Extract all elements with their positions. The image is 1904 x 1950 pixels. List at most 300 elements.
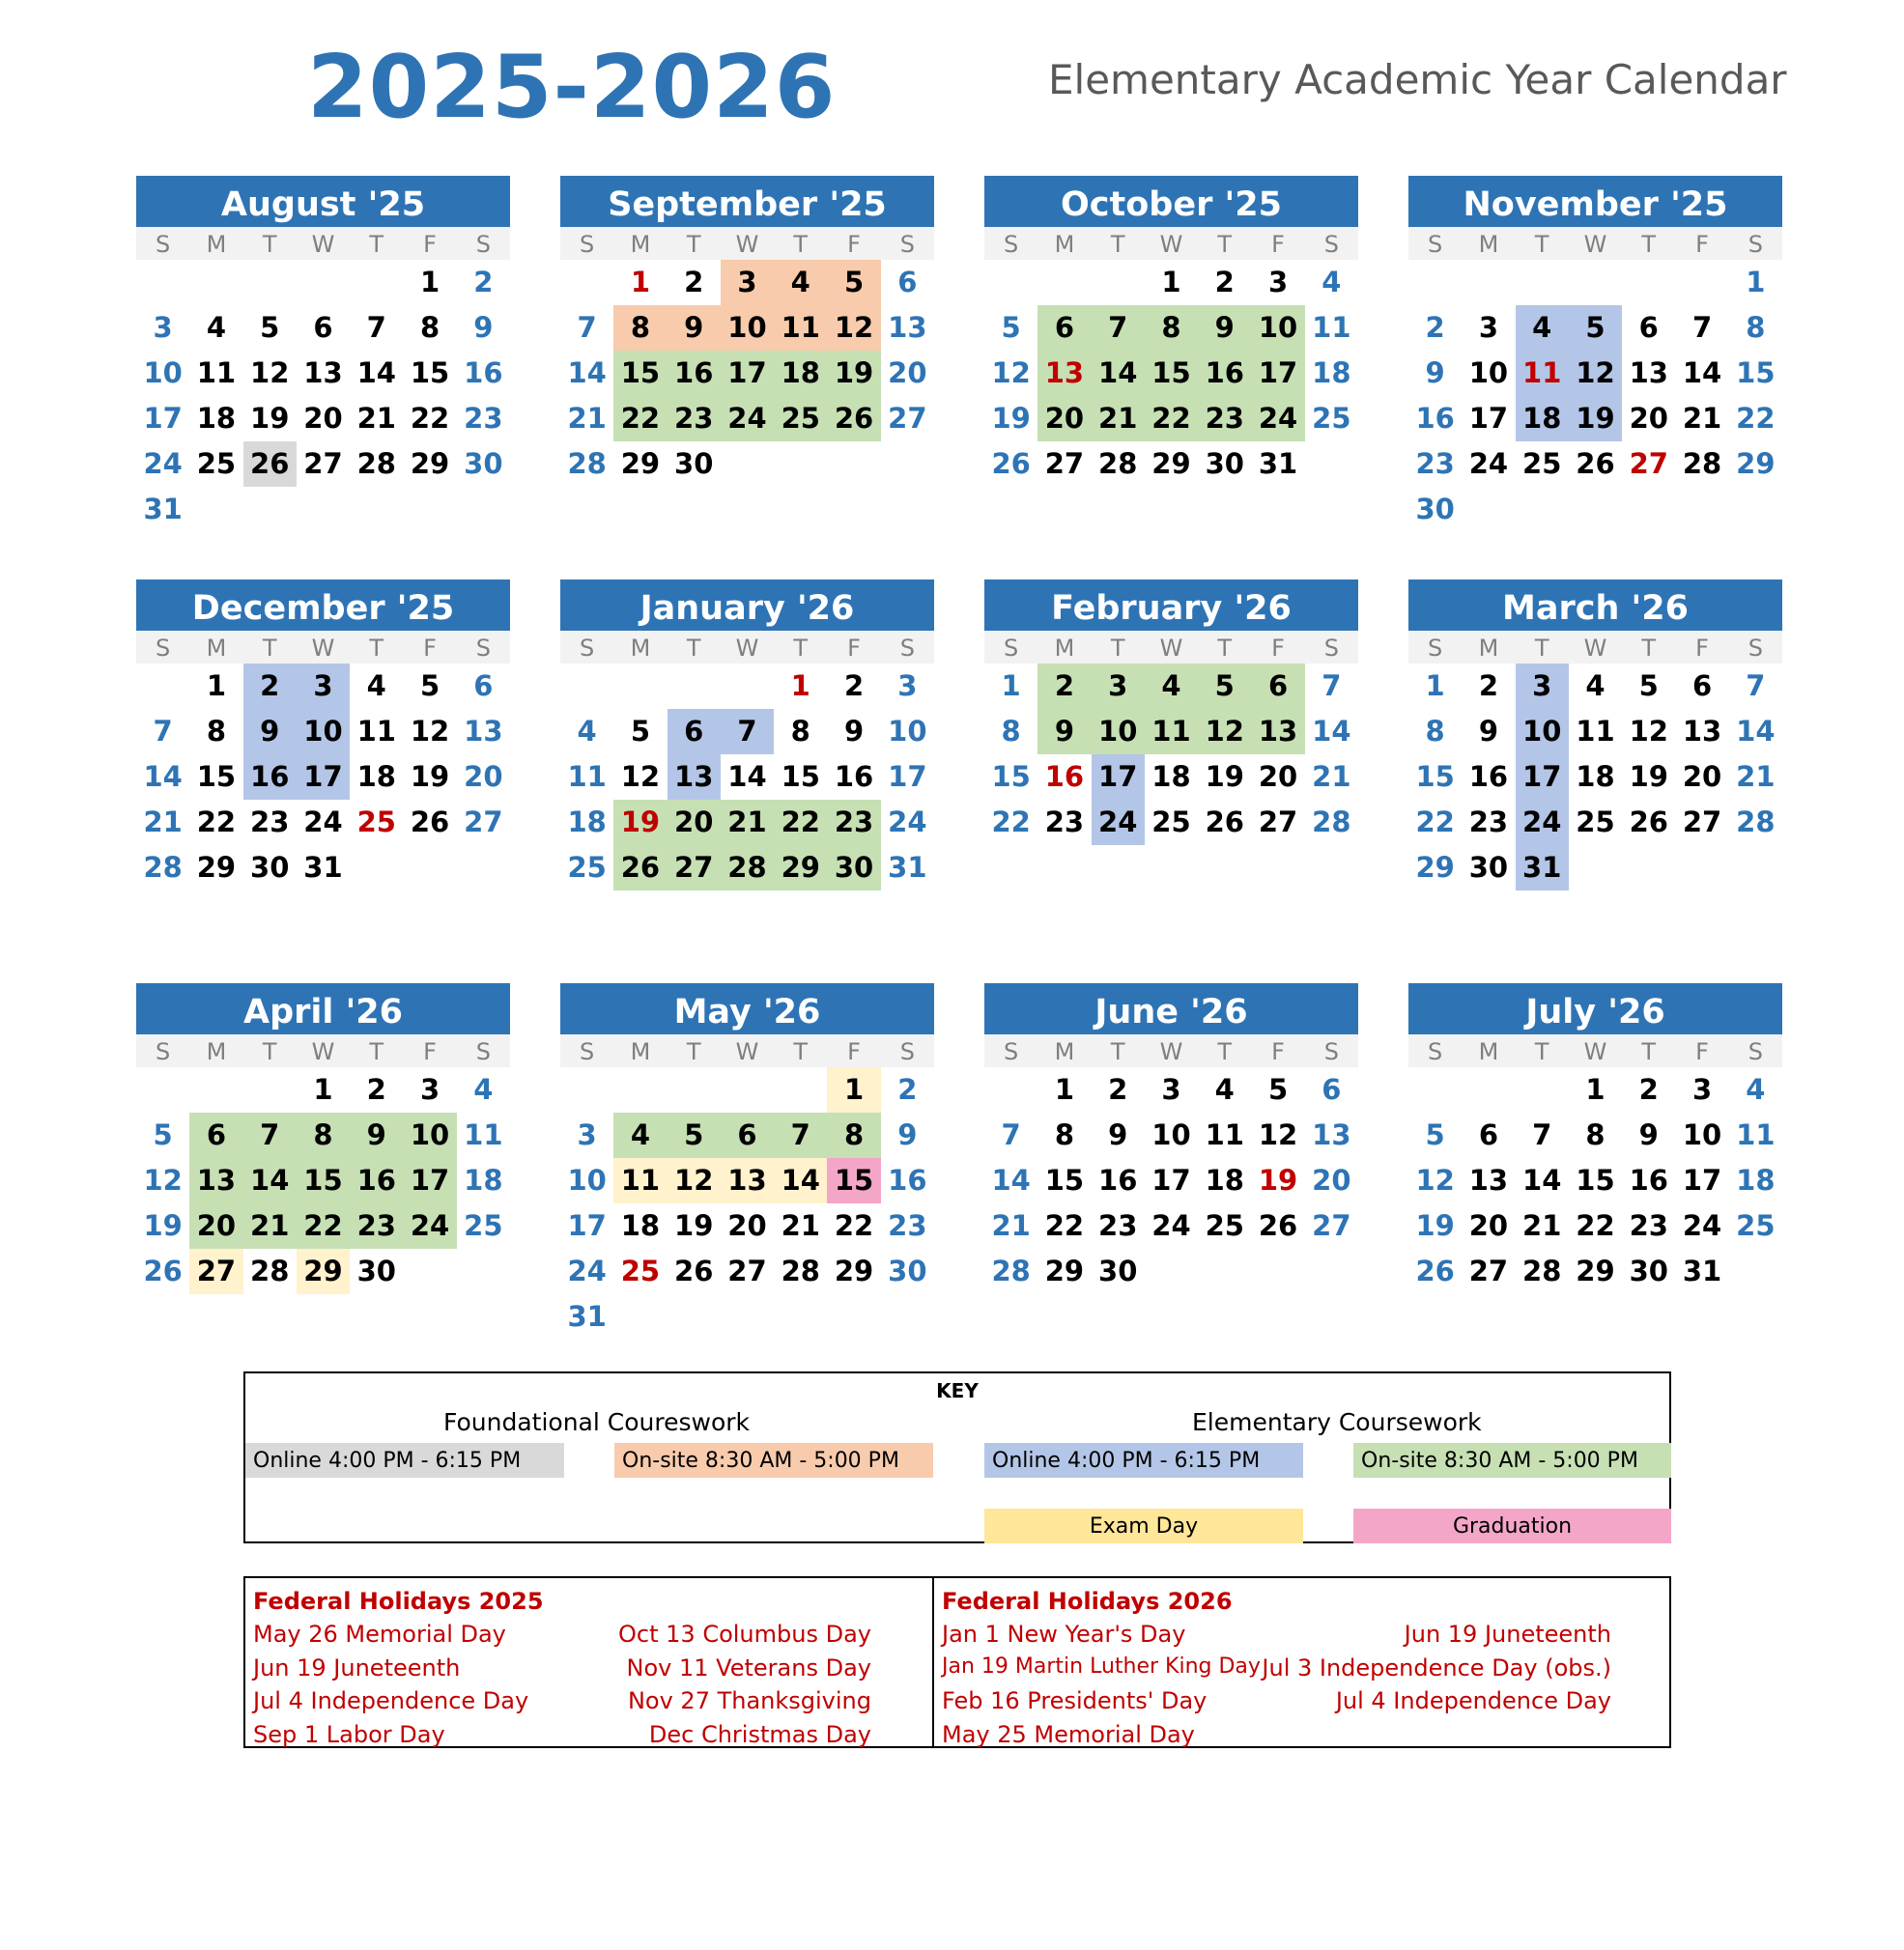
day-cell: 26 [613,845,667,890]
weekday-label: F [1271,1038,1285,1065]
weekday-label: S [1748,231,1763,258]
day-cell: 28 [781,1255,820,1287]
day-cell: 2 [684,266,704,298]
month-title: March '26 [1408,579,1782,631]
day-cell: 25 [1576,805,1615,838]
day-cell: 18 [620,1209,661,1242]
key-foundational-onsite: On-site 8:30 AM - 5:00 PM [614,1443,933,1478]
weekday-label: S [475,231,491,258]
day-cell: 5 [1638,669,1659,702]
month-calendar [560,176,934,487]
day-cell: 4 [613,1113,667,1158]
day-cell: 27 [668,845,721,890]
day-cell: 6 [189,1113,242,1158]
day-cell: 23 [668,396,721,441]
day-cell: 17 [1251,351,1304,396]
day-cell: 1 [419,266,440,298]
day-cell: 22 [297,1203,350,1249]
day-cell: 29 [1044,1255,1085,1287]
day-cell: 2 [1214,266,1235,298]
day-cell: 17 [297,754,350,800]
day-cell: 5 [1569,305,1622,351]
weekday-label: W [311,231,335,258]
day-cell: 20 [727,1209,767,1242]
empty-day-cell [613,1067,667,1113]
day-cell: 14 [143,760,183,793]
empty-day-cell [243,260,297,305]
day-cell: 22 [991,805,1031,838]
day-cell: 8 [827,1113,880,1158]
day-cell: 19 [1258,1164,1298,1197]
weekday-label: T [1534,231,1549,258]
day-cell: 12 [1258,1118,1298,1151]
weekday-header [560,631,934,664]
day-cell: 9 [350,1113,403,1158]
empty-day-cell [1037,260,1091,305]
day-cell: 1 [1054,1073,1075,1106]
day-cell: 5 [1001,311,1021,344]
day-cell: 1 [1001,669,1021,702]
day-cell: 13 [189,1158,242,1203]
day-cell: 7 [1691,311,1713,344]
day-cell: 8 [1585,1118,1606,1151]
day-cell: 14 [1682,356,1722,389]
day-cell: 11 [1312,311,1351,344]
day-cell: 20 [1037,396,1091,441]
day-cell: 12 [143,1164,183,1197]
day-cell: 20 [1468,1209,1509,1242]
empty-day-cell [136,260,189,305]
day-cell: 30 [888,1255,927,1287]
weekday-header [560,227,934,260]
day-cell: 30 [1098,1255,1138,1287]
day-cell: 16 [668,351,721,396]
day-cell: 5 [1198,664,1251,709]
day-cell: 30 [1205,447,1244,480]
day-cell: 4 [577,715,597,748]
day-cell: 19 [1205,760,1244,793]
day-cell: 7 [243,1113,297,1158]
day-cell: 5 [1267,1073,1289,1106]
day-cell: 21 [1682,402,1722,435]
day-cell: 21 [1522,1209,1562,1242]
holiday-2025-item: Oct 13 Columbus Day [618,1621,871,1648]
day-cell: 26 [991,447,1031,480]
day-cell: 29 [196,851,237,884]
day-cell: 2 [897,1073,918,1106]
day-cell: 9 [843,715,865,748]
day-cell: 25 [196,447,237,480]
day-cell: 12 [1198,709,1251,754]
day-cell: 7 [153,715,173,748]
weekday-header [136,1034,510,1067]
day-cell: 18 [464,1164,503,1197]
empty-day-cell [560,260,613,305]
day-cell: 31 [303,851,343,884]
month-calendar [136,983,510,1294]
day-cell: 6 [897,266,918,298]
empty-day-cell [1516,1067,1569,1113]
day-cell: 4 [1746,1073,1766,1106]
day-cell: 13 [1312,1118,1351,1151]
day-cell: 14 [1312,715,1351,748]
day-cell: 14 [1736,715,1776,748]
day-cell: 19 [991,402,1031,435]
day-cell: 14 [991,1164,1031,1197]
day-cell: 15 [1044,1164,1085,1197]
empty-day-cell [668,1067,721,1113]
day-cell: 14 [1522,1164,1562,1197]
day-cell: 12 [250,356,290,389]
weekday-label: S [1004,231,1019,258]
day-cell: 14 [1092,351,1145,396]
day-cell: 1 [827,1067,880,1113]
day-cell: 1 [1161,266,1181,298]
day-cell: 24 [1251,396,1304,441]
day-cell: 11 [1576,715,1615,748]
day-cell: 14 [774,1158,827,1203]
day-cell: 23 [1415,447,1455,480]
day-cell: 17 [143,402,183,435]
day-cell: 12 [827,305,880,351]
day-cell: 9 [1425,356,1445,389]
weekday-label: T [686,231,701,258]
day-cell: 5 [419,669,440,702]
day-cell: 20 [1312,1164,1351,1197]
empty-day-cell [189,1067,242,1113]
weekday-label: T [686,1038,701,1065]
day-cell: 21 [721,800,774,845]
weekday-label: T [262,635,277,662]
holiday-2025-item: Nov 27 Thanksgiving [627,1687,871,1714]
day-cell: 25 [1151,805,1191,838]
day-cell: 28 [1736,805,1776,838]
day-cell: 23 [1468,805,1509,838]
weekday-header [1408,1034,1782,1067]
day-cell: 10 [1151,1118,1191,1151]
day-grid [560,664,934,890]
day-cell: 18 [356,760,396,793]
day-cell: 27 [1629,447,1668,480]
day-cell: 20 [1629,402,1668,435]
day-cell: 22 [834,1209,874,1242]
day-cell: 16 [1198,351,1251,396]
day-cell: 21 [781,1209,820,1242]
weekday-label: T [262,231,277,258]
day-cell: 29 [1736,447,1776,480]
day-cell: 18 [1312,356,1351,389]
day-grid [1408,260,1782,532]
day-cell: 22 [774,800,827,845]
day-cell: 3 [897,669,918,702]
day-cell: 10 [1682,1118,1722,1151]
holiday-2025-item: Dec Christmas Day [648,1721,871,1748]
weekday-label: T [369,1038,384,1065]
day-cell: 4 [206,311,227,344]
weekday-label: S [580,231,595,258]
day-cell: 10 [143,356,183,389]
day-cell: 22 [196,805,237,838]
weekday-label: S [1428,231,1443,258]
day-cell: 26 [1258,1209,1298,1242]
day-cell: 3 [1161,1073,1181,1106]
day-cell: 29 [1415,851,1455,884]
day-cell: 22 [1576,1209,1615,1242]
day-cell: 19 [1415,1209,1455,1242]
day-grid [1408,1067,1782,1294]
day-cell: 21 [1736,760,1776,793]
day-cell: 15 [613,351,667,396]
year-title: 2025-2026 [307,37,837,138]
empty-day-cell [984,260,1037,305]
day-cell: 5 [1425,1118,1445,1151]
day-cell: 21 [356,402,396,435]
day-cell: 19 [143,1209,183,1242]
day-cell: 4 [473,1073,494,1106]
day-cell: 13 [1629,356,1668,389]
weekday-label: S [1004,635,1019,662]
calendar-subtitle: Elementary Academic Year Calendar [1048,56,1787,103]
empty-day-cell [1516,260,1569,305]
key-foundational-online: Online 4:00 PM - 6:15 PM [245,1443,564,1478]
day-cell: 23 [827,800,880,845]
day-cell: 27 [1468,1255,1509,1287]
day-cell: 19 [1569,396,1622,441]
month-title: October '25 [984,176,1358,227]
day-cell: 24 [1516,800,1569,845]
empty-day-cell [1622,260,1675,305]
day-cell: 17 [567,1209,607,1242]
day-cell: 29 [620,447,661,480]
day-cell: 27 [1044,447,1085,480]
day-cell: 21 [1092,396,1145,441]
day-grid [136,664,510,890]
day-cell: 25 [1312,402,1351,435]
day-cell: 31 [567,1300,607,1333]
empty-day-cell [613,664,667,709]
weekday-label: W [735,635,759,662]
day-cell: 20 [1258,760,1298,793]
weekday-label: S [1323,635,1339,662]
day-cell: 2 [1425,311,1445,344]
weekday-label: T [793,1038,809,1065]
empty-day-cell [243,1067,297,1113]
day-cell: 27 [464,805,503,838]
weekday-label: T [262,1038,277,1065]
day-cell: 6 [668,709,721,754]
day-cell: 23 [350,1203,403,1249]
empty-day-cell [350,260,403,305]
month-calendar [1408,983,1782,1294]
empty-day-cell [721,1067,774,1113]
day-cell: 5 [630,715,651,748]
day-cell: 12 [620,760,661,793]
day-cell: 7 [1532,1118,1552,1151]
day-cell: 8 [1746,311,1766,344]
weekday-label: F [847,635,861,662]
day-cell: 19 [250,402,290,435]
day-cell: 22 [410,402,450,435]
day-cell: 24 [1151,1209,1191,1242]
empty-day-cell [668,664,721,709]
day-cell: 16 [1629,1164,1668,1197]
month-calendar [560,579,934,890]
empty-day-cell [1675,260,1728,305]
federal-holidays-box [243,1576,1671,1748]
key-title: KEY [936,1379,979,1402]
day-cell: 29 [297,1249,350,1294]
empty-day-cell [721,664,774,709]
day-cell: 11 [356,715,396,748]
day-grid [136,260,510,532]
weekday-label: S [1004,1038,1019,1065]
day-cell: 31 [143,493,183,525]
day-cell: 10 [1468,356,1509,389]
month-title: December '25 [136,579,510,631]
day-cell: 3 [419,1073,440,1106]
day-cell: 18 [1151,760,1191,793]
weekday-label: S [475,1038,491,1065]
day-cell: 11 [1516,351,1569,396]
day-cell: 4 [1214,1073,1235,1106]
weekday-label: F [423,1038,437,1065]
holiday-2026-item: May 25 Memorial Day [942,1721,1195,1748]
day-cell: 7 [1092,305,1145,351]
day-cell: 18 [1576,760,1615,793]
day-cell: 27 [1258,805,1298,838]
weekday-label: S [156,1038,171,1065]
day-cell: 4 [1585,669,1606,702]
day-cell: 2 [1638,1073,1659,1106]
day-cell: 9 [243,709,297,754]
weekday-label: T [1217,635,1233,662]
day-cell: 13 [1468,1164,1509,1197]
day-cell: 9 [1638,1118,1659,1151]
holiday-2026-item: Jan 19 Martin Luther King Day [942,1654,1261,1679]
day-cell: 23 [1198,396,1251,441]
month-title: February '26 [984,579,1358,631]
day-cell: 24 [303,805,343,838]
key-legend [243,1371,1671,1543]
holiday-2025-item: Jul 4 Independence Day [253,1687,529,1714]
day-cell: 9 [473,311,494,344]
day-cell: 3 [1516,664,1569,709]
day-cell: 8 [790,715,810,748]
holiday-2026-item: Jul 3 Independence Day (obs.) [1262,1654,1611,1682]
weekday-label: F [847,231,861,258]
day-cell: 21 [243,1203,297,1249]
day-cell: 30 [1415,493,1455,525]
weekday-label: F [423,231,437,258]
weekday-label: T [686,635,701,662]
day-cell: 19 [613,800,667,845]
holiday-2026-item: Feb 16 Presidents' Day [942,1687,1208,1714]
day-cell: 26 [827,396,880,441]
day-cell: 4 [774,260,827,305]
weekday-label: T [1110,231,1125,258]
empty-day-cell [136,1067,189,1113]
day-cell: 26 [143,1255,183,1287]
day-cell: 24 [1092,800,1145,845]
day-cell: 19 [674,1209,714,1242]
holidays-2025-title: Federal Holidays 2025 [253,1588,544,1615]
month-calendar [136,176,510,532]
day-cell: 6 [721,1113,774,1158]
weekday-label: W [1583,231,1607,258]
day-cell: 20 [464,760,503,793]
day-cell: 21 [143,805,183,838]
day-cell: 30 [250,851,290,884]
day-cell: 25 [774,396,827,441]
weekday-label: F [1271,231,1285,258]
day-cell: 21 [991,1209,1031,1242]
weekday-label: W [311,635,335,662]
day-cell: 4 [1145,664,1198,709]
day-cell: 12 [1569,351,1622,396]
day-cell: 15 [196,760,237,793]
day-cell: 31 [888,851,927,884]
day-cell: 7 [577,311,597,344]
day-cell: 24 [721,396,774,441]
key-elementary-online: Online 4:00 PM - 6:15 PM [984,1443,1303,1478]
day-cell: 28 [567,447,607,480]
day-cell: 18 [774,351,827,396]
day-cell: 6 [1251,664,1304,709]
elementary-coursework-label: Elementary Coursework [1192,1408,1482,1436]
day-cell: 30 [674,447,714,480]
day-cell: 19 [827,351,880,396]
day-cell: 17 [721,351,774,396]
weekday-label: M [206,231,227,258]
day-cell: 13 [464,715,503,748]
day-cell: 29 [1151,447,1191,480]
day-cell: 27 [189,1249,242,1294]
weekday-label: F [1695,231,1709,258]
weekday-label: W [1159,231,1183,258]
day-cell: 7 [1746,669,1766,702]
weekday-label: M [630,635,651,662]
day-cell: 31 [1258,447,1298,480]
day-cell: 1 [630,266,651,298]
weekday-header [560,1034,934,1067]
day-cell: 8 [1054,1118,1075,1151]
weekday-label: T [1217,1038,1233,1065]
day-cell: 10 [403,1113,456,1158]
holiday-2026-item: Jan 1 New Year's Day [942,1621,1186,1648]
day-cell: 23 [1629,1209,1668,1242]
weekday-label: T [793,635,809,662]
day-cell: 30 [356,1255,396,1287]
day-cell: 13 [668,754,721,800]
day-cell: 15 [1145,351,1198,396]
weekday-label: S [899,1038,915,1065]
day-grid [560,1067,934,1340]
day-cell: 25 [1522,447,1562,480]
day-cell: 14 [356,356,396,389]
weekday-header [984,227,1358,260]
day-cell: 16 [1415,402,1455,435]
day-cell: 28 [1522,1255,1562,1287]
month-title: January '26 [560,579,934,631]
day-cell: 18 [1736,1164,1776,1197]
day-cell: 7 [1001,1118,1021,1151]
day-cell: 17 [888,760,927,793]
month-calendar [1408,579,1782,890]
weekday-label: M [1478,231,1499,258]
day-cell: 3 [721,260,774,305]
day-cell: 9 [1198,305,1251,351]
day-cell: 27 [303,447,343,480]
